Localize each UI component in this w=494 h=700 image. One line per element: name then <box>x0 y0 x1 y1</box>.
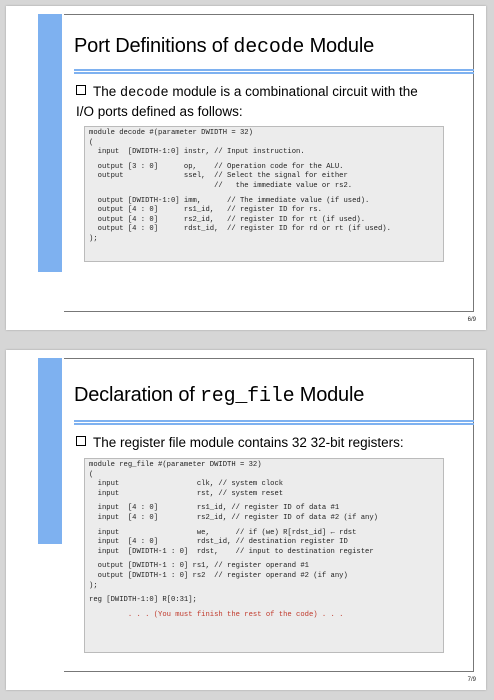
code-line: input we, // if (we) R[rdst_id] ← rdst <box>89 528 357 537</box>
bullet-code: decode <box>120 86 169 101</box>
code-line: // the immediate value or rs2. <box>89 181 353 190</box>
bullet-text: The <box>93 84 121 99</box>
bullet-text-end: module is a combinational circuit with the I/O ports defined as follows: <box>76 84 418 119</box>
code-line: output [DWIDTH-1 : 0] rs2 // register operand #2 (if any) <box>89 571 348 580</box>
code-line: input rst, // system reset <box>89 489 284 498</box>
code-line: output [DWIDTH-1:0] imm, // The immediate value (if used). <box>89 196 370 205</box>
code-line: output [DWIDTH-1 : 0] rs1, // register operand #1 <box>89 562 309 571</box>
title-code: reg_file <box>199 385 295 408</box>
bullet-item <box>76 83 436 121</box>
bullet-text: The register file module contains 32 32-bit registers: <box>93 435 404 450</box>
slide-title <box>74 384 364 408</box>
code-line: ); <box>89 234 98 243</box>
code-line: input [DWIDTH-1 : 0] rdst, // input to destination register <box>89 547 374 556</box>
code-block <box>84 126 444 262</box>
bullet-item <box>76 434 456 452</box>
slide-title <box>74 35 374 59</box>
code-line: input [4 : 0] rdst_id, // destination register ID <box>89 538 348 547</box>
code-line: input [4 : 0] rs2_id, // register ID of data #2 (if any) <box>89 513 378 522</box>
code-line: input clk, // system clock <box>89 480 284 489</box>
page-number: 7/9 <box>467 677 476 683</box>
title-text: Declaration of <box>74 384 200 406</box>
code-line: input [4 : 0] rs1_id, // register ID of data #1 <box>89 504 340 513</box>
slide-7 <box>6 350 486 690</box>
code-line: output ssel, // Select the signal for either <box>89 172 348 181</box>
code-line: reg [DWIDTH-1:0] R[0:31]; <box>89 596 197 605</box>
code-line: ); <box>89 581 98 590</box>
page-number: 6/9 <box>467 317 476 323</box>
accent-bar <box>38 358 62 544</box>
code-line: ( <box>89 470 94 479</box>
title-rule <box>74 420 474 425</box>
code-line: . . . (You must finish the rest of the code) . . . <box>89 610 344 619</box>
code-line: module decode #(parameter DWIDTH = 32) <box>89 129 253 137</box>
code-line: input [DWIDTH-1:0] instr, // Input instruction. <box>89 148 305 157</box>
slide-6 <box>6 6 486 330</box>
code-line: output [4 : 0] rs1_id, // register ID for rs. <box>89 206 322 215</box>
code-line: ( <box>89 138 94 147</box>
code-block <box>84 458 444 653</box>
checkbox-bullet-icon <box>76 436 86 446</box>
title-rule <box>74 69 474 74</box>
code-line: output [3 : 0] op, // Operation code for the ALU. <box>89 162 344 171</box>
code-line: module reg_file #(parameter DWIDTH = 32) <box>89 461 262 469</box>
checkbox-bullet-icon <box>76 85 86 95</box>
accent-bar <box>38 14 62 272</box>
code-line: output [4 : 0] rs2_id, // register ID for rt (if used). <box>89 215 366 224</box>
title-code: decode <box>233 36 305 59</box>
title-text: Port Definitions of <box>74 35 234 57</box>
code-line: output [4 : 0] rdst_id, // register ID for rd or rt (if used). <box>89 225 391 234</box>
title-text-end: Module <box>304 35 374 57</box>
title-text-end: Module <box>294 384 365 406</box>
